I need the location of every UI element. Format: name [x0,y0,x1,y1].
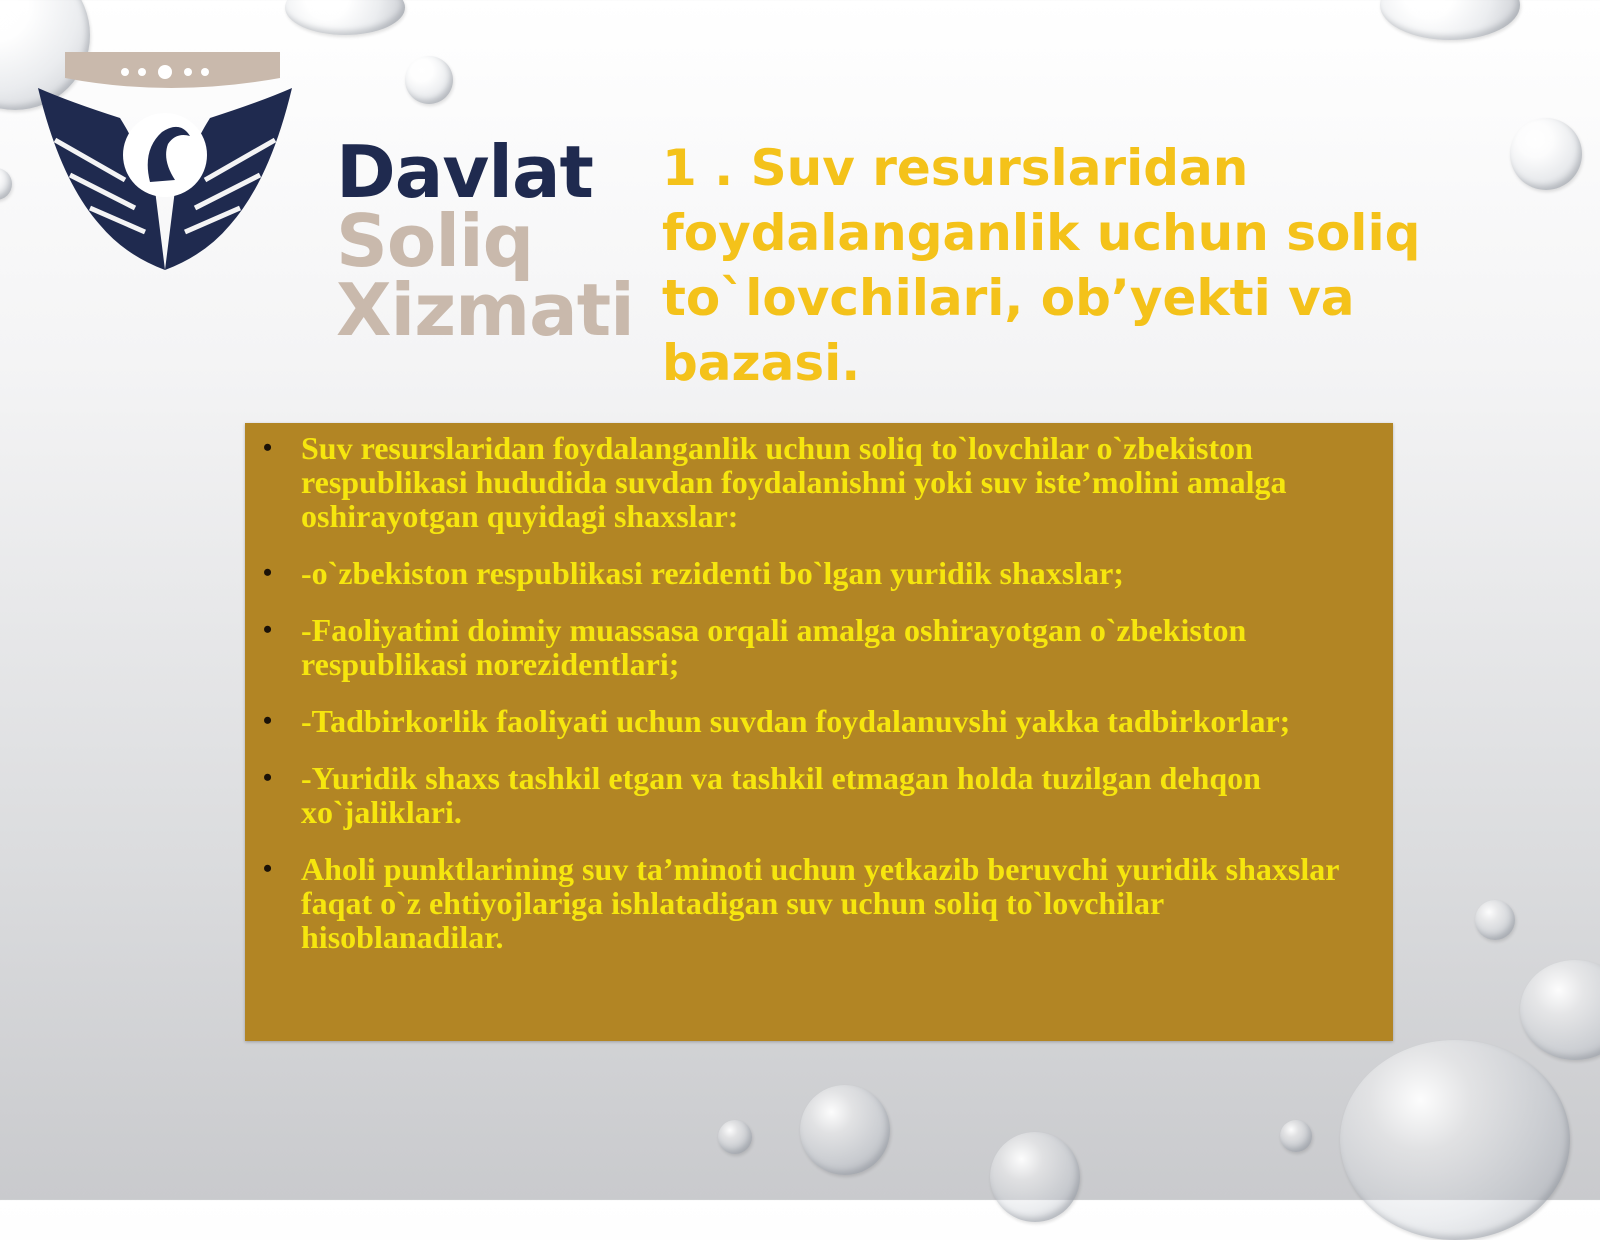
eagle-emblem-icon [30,40,310,290]
water-drop [1475,900,1515,940]
bullet-dot-icon: • [263,558,273,587]
bullet-text: -Tadbirkorlik faoliyati uchun suvdan foydalanuvshi yakka tadbirkorlar; [301,703,1291,739]
bullet-dot-icon: • [263,854,273,883]
water-drop [718,1120,752,1154]
water-drop [1510,118,1582,190]
bullet-item [263,760,1373,830]
slide-title: 1 . Suv resurslaridan foydalanganlik uchun soliq to`lovchilari, ob’yekti va bazasi. [662,139,1421,392]
water-drop [990,1132,1080,1222]
bullet-list [245,423,1393,954]
bullet-item [263,612,1373,682]
water-drop [1520,960,1600,1060]
tax-service-logo [30,40,310,290]
water-drop [405,56,453,104]
bullet-text: Suv resurslaridan foydalanganlik uchun soliq to`lovchilar o`zbekiston respublikasi hududida suvdan foydalanishni yoki suv iste’molini amalga oshirayotgan quyidagi shaxslar: [301,430,1287,534]
bullet-dot-icon: • [263,615,273,644]
water-drop [1340,1040,1570,1240]
logo-line-davlat: Davlat [336,130,593,214]
bullet-item [263,851,1373,955]
bullet-text: -Yuridik shaxs tashkil etgan va tashkil etmagan holda tuzilgan dehqon xo`jaliklari. [301,760,1261,830]
logo-wordmark [336,130,634,352]
bullet-dot-icon: • [263,433,273,462]
bullet-item [263,555,1373,591]
bullet-text: -o`zbekiston respublikasi rezidenti bo`lgan yuridik shaxslar; [301,555,1124,591]
water-drop [800,1085,890,1175]
bullet-dot-icon: • [263,706,273,735]
bullet-dot-icon: • [263,763,273,792]
water-drop [285,0,405,35]
content-box [245,423,1393,1041]
logo-line-xizmati: Xizmati [336,267,634,352]
water-drop [1280,1120,1312,1152]
logo-line-soliq: Soliq [336,198,534,283]
bullet-text: -Faoliyatini doimiy muassasa orqali amalga oshirayotgan o`zbekiston respublikasi norezidentlari; [301,612,1247,682]
bullet-text: Aholi punktlarining suv ta’minoti uchun yetkazib beruvchi yuridik shaxslar faqat o`z ehtiyojlariga ishlatadigan suv uchun soliq to`lovchilar hisoblanadilar. [301,851,1339,955]
bullet-item [263,430,1373,534]
water-drop [0,168,12,200]
water-drop [1380,0,1520,40]
bullet-item [263,703,1373,739]
